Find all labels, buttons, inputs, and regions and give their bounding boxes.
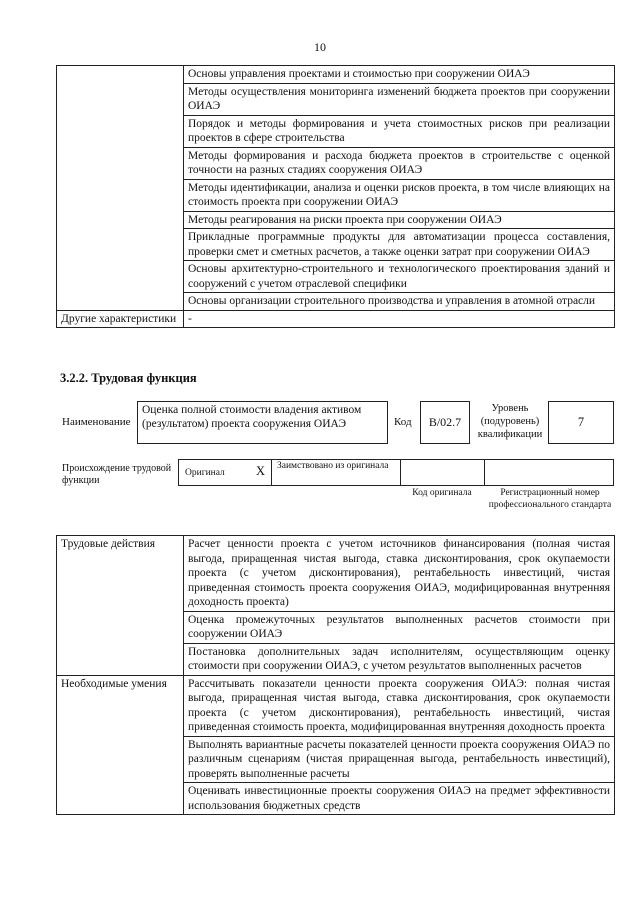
other-characteristics-label: Другие характеристики xyxy=(57,310,184,328)
origin-divider xyxy=(484,459,485,486)
table-row xyxy=(57,66,615,84)
level-value-box: 7 xyxy=(548,401,614,444)
section-title: 3.2.2. Трудовая функция xyxy=(60,371,197,385)
actions-label: Трудовые действия xyxy=(57,536,184,676)
knowledge-table xyxy=(56,65,615,328)
level-label: Уровень (подуровень) квалификации xyxy=(477,403,543,440)
knowledge-item: Методы реагирования на риски проекта при сооружении ОИАЭ xyxy=(184,211,615,229)
knowledge-item: Методы осуществления мониторинга изменений бюджета проектов при сооружении ОИАЭ xyxy=(184,83,615,115)
original-code-caption: Код оригинала xyxy=(412,488,472,498)
knowledge-item: Основы управления проектами и стоимостью при сооружении ОИАЭ xyxy=(184,66,615,84)
function-details-table xyxy=(56,535,615,815)
skill-item: Оценивать инвестиционные проекты сооружения ОИАЭ на предмет эффективности использования бюджетных средств xyxy=(184,783,615,815)
knowledge-item: Методы формирования и расхода бюджета проектов в строительстве с оценкой точности на разных стадиях сооружения ОИАЭ xyxy=(184,147,615,179)
code-label: Код xyxy=(394,416,412,428)
other-characteristics-value: - xyxy=(184,310,615,328)
origin-divider xyxy=(400,459,401,486)
name-label: Наименование xyxy=(62,416,131,428)
registration-number-caption: Регистрационный номер профессионального стандарта xyxy=(488,488,612,510)
origin-divider xyxy=(271,459,272,486)
original-label: Оригинал xyxy=(185,468,225,478)
knowledge-item: Прикладные программные продукты для автоматизации процесса составления, проверки смет и сметных расчетов, а также оценки затрат при сооружении ОИАЭ xyxy=(184,229,615,261)
table-row xyxy=(57,536,615,612)
knowledge-item: Основы архитектурно-строительного и технологического проектирования зданий и сооружений с учетом отраслевой специфики xyxy=(184,261,615,293)
borrowed-label: Заимствовано из оригинала xyxy=(277,461,389,471)
action-item: Оценка промежуточных результатов выполненных расчетов стоимости при сооружении ОИАЭ xyxy=(184,611,615,643)
table-row xyxy=(57,310,615,328)
action-item: Постановка дополнительных задач исполнителям, осуществляющим оценку стоимости при сооружении ОИАЭ, с учетом результатов выполненных расчетов xyxy=(184,643,615,675)
page-number: 10 xyxy=(314,40,326,54)
knowledge-item: Методы идентификации, анализа и оценки рисков проекта, в том числе влияющих на стоимость проекта при сооружении ОИАЭ xyxy=(184,179,615,211)
skill-item: Выполнять вариантные расчеты показателей ценности проекта сооружения ОИАЭ по различным сценариям (чистая приращенная выгода, рентабельность инвестиций), проверять выполненные расчеты xyxy=(184,736,615,783)
knowledge-item: Основы организации строительного производства и управления в атомной отрасли xyxy=(184,293,615,311)
skills-label: Необходимые умения xyxy=(57,675,184,815)
function-code-box: B/02.7 xyxy=(420,401,470,444)
origin-label: Происхождение трудовой функции xyxy=(62,463,172,486)
knowledge-label-cell xyxy=(57,66,184,311)
original-mark: X xyxy=(256,464,266,478)
knowledge-item: Порядок и методы формирования и учета стоимостных рисков при реализации проектов в сфере строительства xyxy=(184,115,615,147)
table-row xyxy=(57,675,615,736)
skill-item: Рассчитывать показатели ценности проекта сооружения ОИАЭ: полная чистая выгода, приращенная чистая выгода, ставка дисконтирования, срок окупаемости проекта (с учетом дисконтирования), рентабельность инвестиций, чистая приведенная стоимость проекта, модифицированная внутренняя доходность проекта xyxy=(184,675,615,736)
action-item: Расчет ценности проекта с учетом источников финансирования (полная чистая выгода, приращенная чистая выгода, ставка дисконтирования, срок окупаемости проекта (с учетом дисконтирования), рентабельность инвестиций, чистая приведенная стоимость проекта сооружения ОИАЭ, модифицированная внутренняя доходность проекта) xyxy=(184,536,615,612)
function-name-box: Оценка полной стоимости владения активом (результатом) проекта сооружения ОИАЭ xyxy=(137,401,388,444)
